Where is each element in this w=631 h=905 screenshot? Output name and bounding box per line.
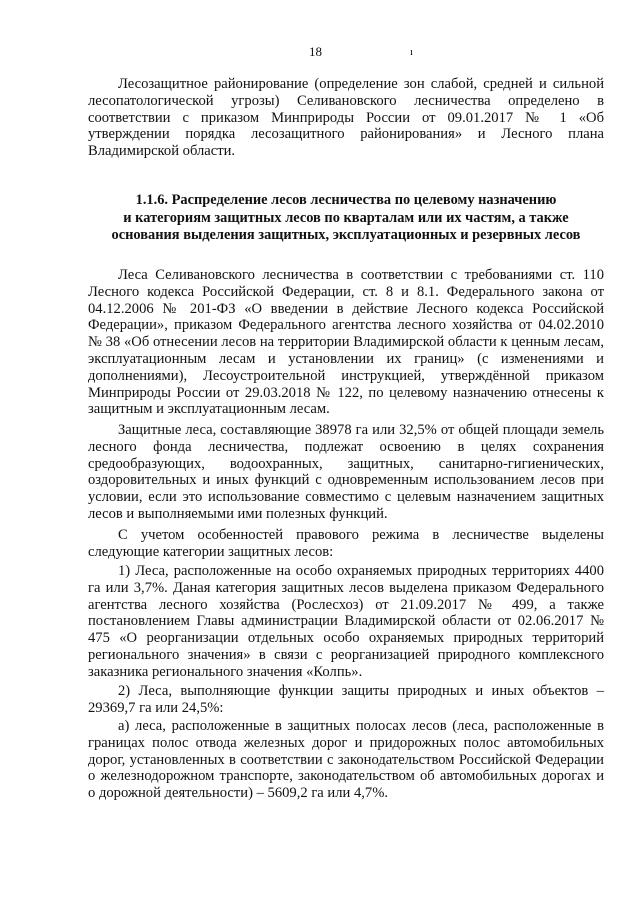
paragraph-forest-classification: Леса Селивановского лесничества в соответствии с требованиями ст. 110 Лесного кодекса Российской Федерации, ст. 8 и 8.1. Федерального закона от 04.12.2006 № 201-ФЗ «О введении в действие Лесного кодекса Российской Федерации», приказом Федерального агентства лесного хозяйства от 04.02.2010 № 38 «Об отнесении лесов на территории Владимирской области к ценным лесам, эксплуатационным лесам и установлении их границ» (с изменениями и дополнениями), Лесоустроительной инструкцией, утверждённой приказом Минприроды России от 29.03.2018 № 122, по целевому назначению отнесены к защитным и эксплуатационным лесам. bbox=[88, 267, 604, 418]
page-number: 18 bbox=[309, 44, 322, 59]
heading-line-1: 1.1.6. Распределение лесов лесничества по целевому назначению bbox=[135, 192, 557, 208]
list-item-2a: а) леса, расположенные в защитных полосах лесов (леса, расположенные в границах полос отвода железных дорог и придорожных полос автомобильных дорог, установленных в соответствии с законодательством Российской Федерации о железнодорожном транспорте, законодательством об автомобильных дорогах и о дорожной деятельности) – 5609,2 га или 4,7%. bbox=[88, 718, 604, 802]
heading-line-2: и категориям защитных лесов по кварталам или их частям, а также bbox=[123, 209, 569, 226]
heading-line-3: основания выделения защитных, эксплуатационных и резервных лесов bbox=[111, 227, 581, 243]
paragraph-zoning: Лесозащитное районирование (определение зон слабой, средней и сильной лесопатологической угрозы) Селивановского лесничества определено в соответствии с приказом Минприроды России от 09.01.2017 № 1 «Об утверждении порядка лесозащитного районирования» и Лесного плана Владимирской области. bbox=[88, 76, 604, 160]
page-mark: ı bbox=[410, 46, 414, 58]
section-heading bbox=[88, 192, 604, 245]
list-item-1: 1) Леса, расположенные на особо охраняемых природных территориях 4400 га или 3,7%. Даная категория защитных лесов выделена приказом Федерального агентства лесного хозяйства (Рослесхоз) от 21.09.2017 № 499, а также постановлением Главы администрации Владимирской области от 02.06.2017 № 475 «О реорганизации отдельных особо охраняемых природных территорий регионального значения» в связи с реорганизацией природного комплексного заказника регионального значения «Колпь». bbox=[88, 563, 604, 680]
paragraph-categories-intro: С учетом особенностей правового режима в лесничестве выделены следующие категории защитных лесов: bbox=[88, 527, 604, 560]
paragraph-protective-forests: Защитные леса, составляющие 38978 га или 32,5% от общей площади земель лесного фонда лесничества, подлежат освоению в целях сохранения средообразующих, водоохранных, защитных, санитарно-гигиенических, оздоровительных и иных функций с одновременным использованием лесов при условии, если это использование совместимо с целевым назначением защитных лесов и выполняемыми ими полезных функций. bbox=[88, 422, 604, 522]
list-item-2: 2) Леса, выполняющие функции защиты природных и иных объектов – 29369,7 га или 24,5%: bbox=[88, 683, 604, 716]
